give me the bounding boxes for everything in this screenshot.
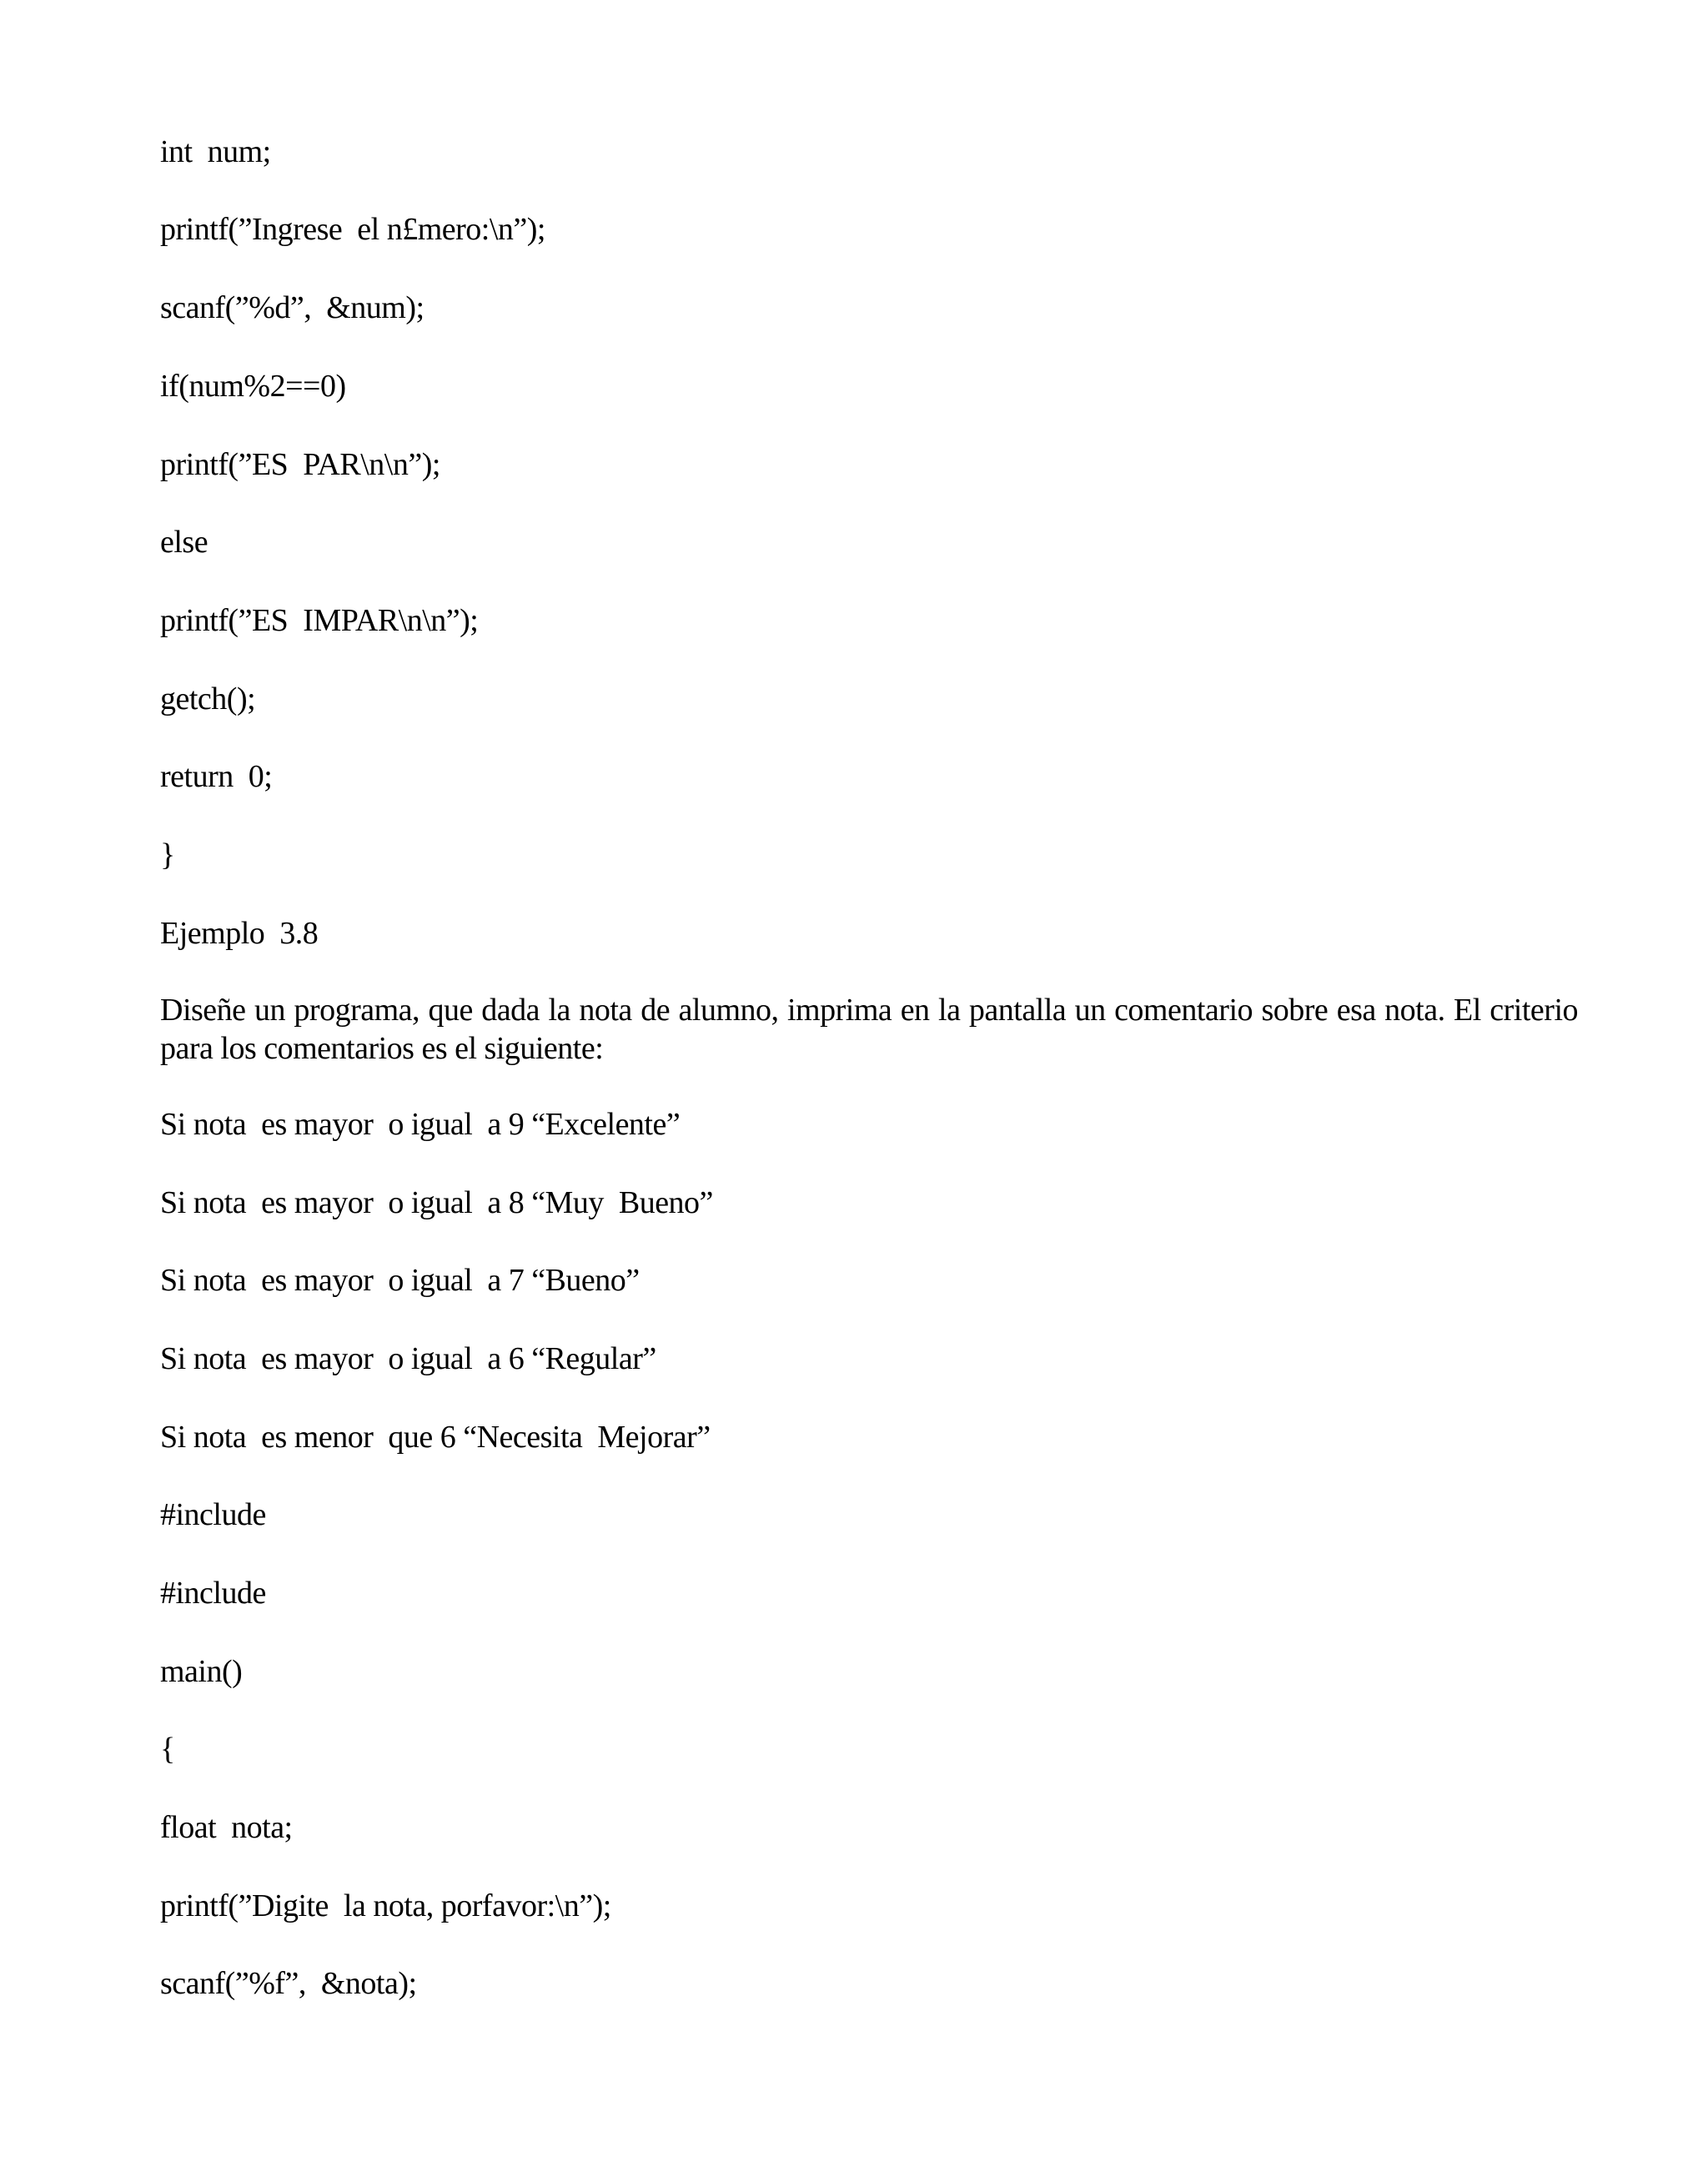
problem-description: Diseñe un programa, que dada la nota de alumno, imprima en la pantalla un comentario sobre esa nota. El criterio para los comentarios es el siguiente:	[160, 993, 1578, 1066]
code-line-float-nota: float nota;	[160, 1810, 293, 1845]
code-line-open-brace: {	[160, 1732, 175, 1767]
code-line-printf-digite: printf(”Digite la nota, porfavor:\n”);	[160, 1888, 611, 1923]
code-line-main: main()	[160, 1654, 243, 1689]
code-line-printf-par: printf(”ES PAR\n\n”);	[160, 447, 440, 482]
criterion-excelente: Si nota es mayor o igual a 9 “Excelente”	[160, 1107, 681, 1142]
code-line-include-1: #include	[160, 1497, 266, 1532]
example-heading: Ejemplo 3.8	[160, 916, 319, 951]
code-line-int-num: int num;	[160, 134, 271, 169]
code-line-scanf-num: scanf(”%d”, &num);	[160, 290, 424, 325]
code-line-if: if(num%2==0)	[160, 369, 346, 404]
criterion-muy-bueno: Si nota es mayor o igual a 8 “Muy Bueno”	[160, 1185, 713, 1220]
code-line-printf-impar: printf(”ES IMPAR\n\n”);	[160, 603, 479, 638]
criterion-regular: Si nota es mayor o igual a 6 “Regular”	[160, 1341, 656, 1376]
criterion-necesita-mejorar: Si nota es menor que 6 “Necesita Mejorar”	[160, 1420, 711, 1455]
code-line-scanf-nota: scanf(”%f”, &nota);	[160, 1966, 417, 2001]
code-line-return: return 0;	[160, 759, 273, 794]
code-line-include-2: #include	[160, 1576, 266, 1611]
code-line-else: else	[160, 525, 208, 560]
code-line-printf-ingrese: printf(”Ingrese el n£mero:\n”);	[160, 212, 545, 247]
criterion-bueno: Si nota es mayor o igual a 7 “Bueno”	[160, 1263, 640, 1298]
code-line-close-brace: }	[160, 837, 175, 872]
code-line-getch: getch();	[160, 681, 256, 716]
